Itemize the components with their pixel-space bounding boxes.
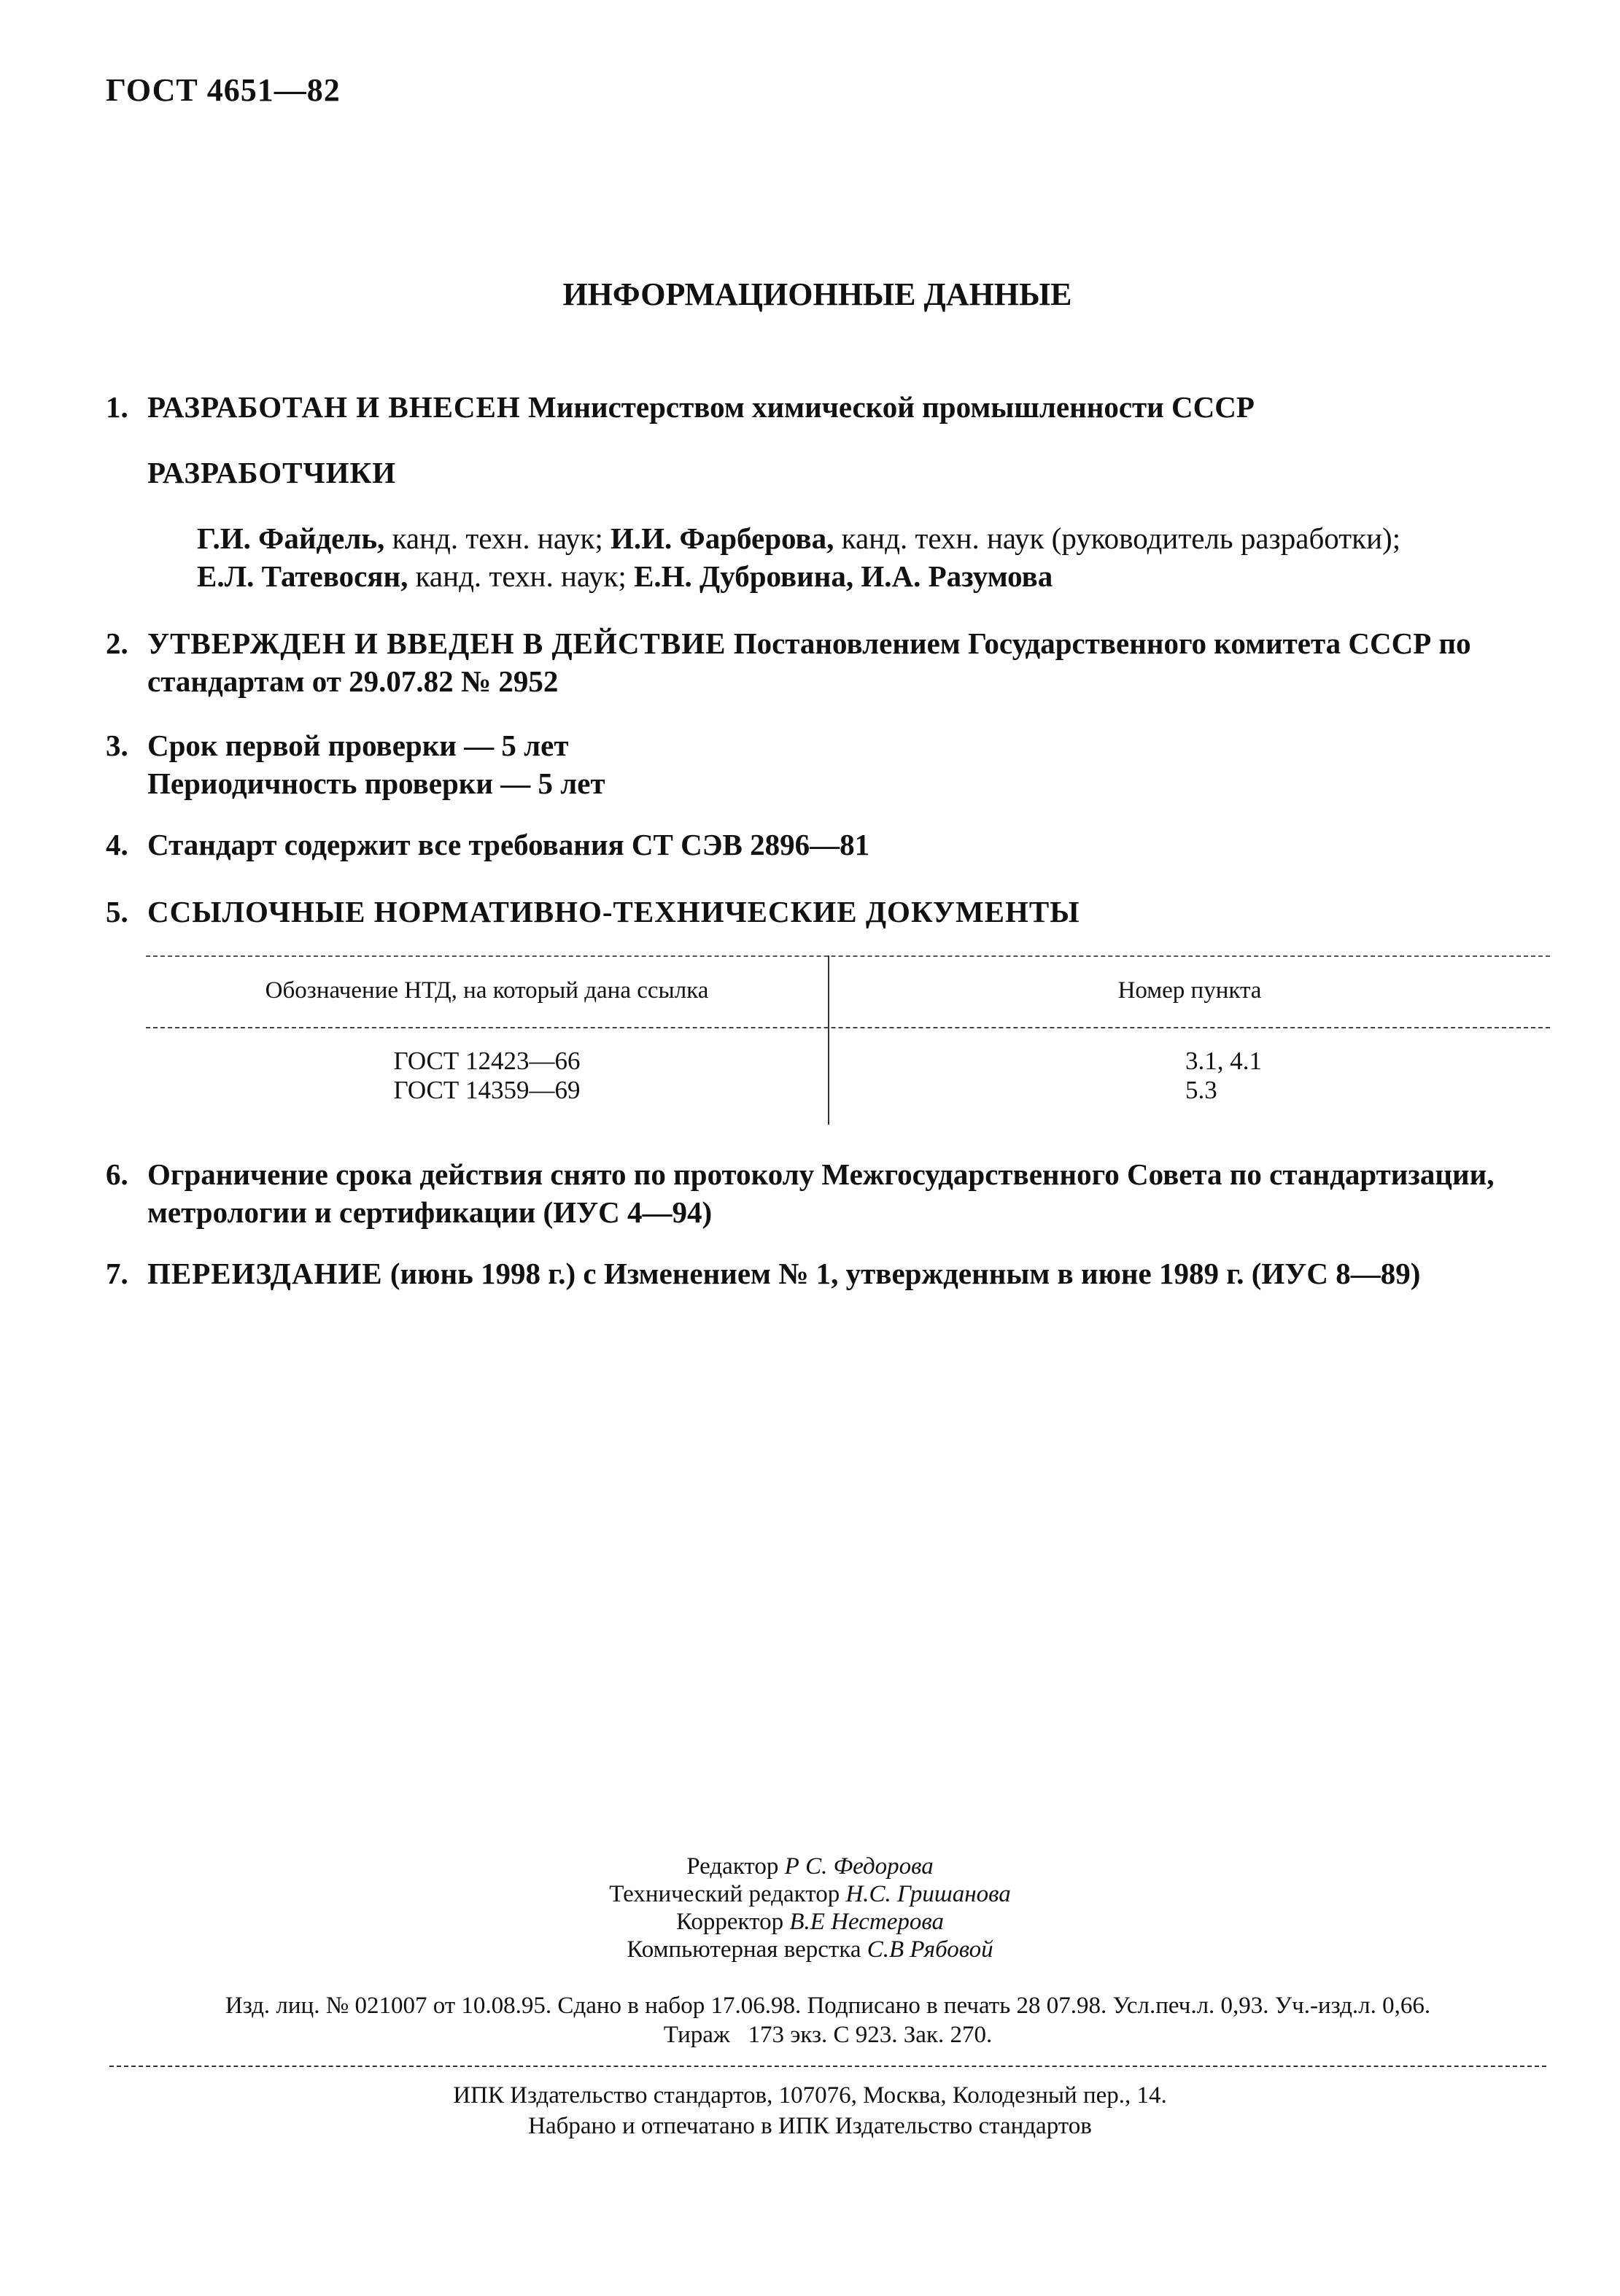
developer-degree: канд. техн. наук; (408, 559, 635, 593)
credit-layout: Компьютерная верстка С.В Рябовой (627, 1936, 993, 1963)
credit-proofreader: Корректор В.Е Нестерова (676, 1909, 944, 1935)
developers-heading: РАЗРАБОТЧИКИ (147, 456, 397, 489)
item-lead: ПЕРЕИЗДАНИЕ (147, 1257, 383, 1290)
item-number: 3. (106, 729, 128, 762)
publication-line-2: Тираж 173 экз. С 923. Зак. 270. (663, 2022, 993, 2048)
item-body (147, 726, 1595, 802)
credit-editor: Редактор Р С. Федорова (686, 1853, 934, 1880)
table-cell-document: ГОСТ 12423—66 (393, 1047, 581, 1075)
table-row (146, 1076, 1550, 1105)
item-number: 7. (106, 1257, 128, 1290)
imprint-credits (0, 1853, 1620, 1963)
item-text: (июнь 1998 г.) с Изменением № 1, утвержденным в июне 1989 г. (ИУС 8—89) (390, 1257, 1421, 1290)
item-text: Постановлением Государственного комитета СССР по стандартам от 29.07.82 № 2952 (147, 627, 1471, 698)
item-lead: РАЗРАБОТАН И ВНЕСЕН (147, 390, 521, 424)
item-body: ССЫЛОЧНЫЕ НОРМАТИВНО-ТЕХНИЧЕСКИЕ ДОКУМЕНТЫ (147, 895, 1080, 928)
item-number: 2. (106, 627, 128, 660)
item-lead: УТВЕРЖДЕН И ВВЕДЕН В ДЕЙСТВИЕ (147, 627, 726, 660)
publisher-note: Набрано и отпечатано в ИПК Издательство стандартов (528, 2113, 1092, 2139)
item-line: Срок первой проверки — 5 лет (147, 729, 569, 762)
developer-name: Е.Н. Дубровина, И.А. Разумова (634, 559, 1053, 593)
credit-tech-editor: Технический редактор Н.С. Гришанова (609, 1881, 1011, 1907)
item-number: 6. (106, 1157, 128, 1191)
item-body (147, 624, 1595, 700)
table-header-document: Обозначение НТД, на который дана ссылка (265, 977, 709, 1004)
table-cell-document: ГОСТ 14359—69 (393, 1076, 581, 1104)
page-title: ИНФОРМАЦИОННЫЕ ДАННЫЕ (562, 276, 1072, 312)
item-text: Министерством химической промышленности СССР (528, 390, 1255, 424)
developer-name: И.И. Фарберова, (611, 521, 834, 555)
item-number: 5. (106, 895, 128, 928)
item-line: Периодичность проверки — 5 лет (147, 767, 605, 800)
footer-rule (109, 2066, 1546, 2067)
table-cell-clause: 3.1, 4.1 (1185, 1047, 1262, 1075)
table-header-clause: Номер пункта (1117, 977, 1262, 1004)
item-number: 4. (106, 828, 128, 861)
developers-list (197, 519, 1568, 595)
item-body: Ограничение срока действия снято по протоколу Межгосударственного Совета по стандартизации, метрологии и сертификации (ИУС 4—94) (147, 1157, 1495, 1229)
publication-details (109, 1991, 1546, 2049)
developers-line-1 (197, 519, 1568, 557)
table-row (146, 1047, 1550, 1076)
references-table (146, 955, 1550, 1130)
item-body (147, 388, 1595, 426)
table-header-rule (146, 1027, 1550, 1028)
publication-line-1: Изд. лиц. № 021007 от 10.08.95. Сдано в набор 17.06.98. Подписано в печать 28 07.98. Усл.печ.л. 0,93. Уч.-изд.л. 0,66. (225, 1993, 1431, 2019)
developer-degree: канд. техн. наук; (384, 521, 611, 555)
document-code: ГОСТ 4651—82 (106, 72, 341, 108)
table-top-rule (146, 955, 1550, 957)
table-body (146, 1047, 1550, 1105)
item-body (147, 1254, 1595, 1292)
publisher-address: ИПК Издательство стандартов, 107076, Москва, Колодезный пер., 14. (453, 2082, 1167, 2109)
developers-line-2 (197, 557, 1568, 595)
developer-degree: канд. техн. наук (руководитель разработки); (834, 521, 1401, 555)
developer-name: Е.Л. Татевосян, (197, 559, 408, 593)
publisher-footer (0, 2080, 1620, 2141)
item-body: Стандарт содержит все требования СТ СЭВ 2896—81 (147, 828, 870, 861)
developer-name: Г.И. Файдель, (197, 521, 385, 555)
item-number: 1. (106, 390, 128, 424)
table-cell-clause: 5.3 (1185, 1076, 1217, 1104)
